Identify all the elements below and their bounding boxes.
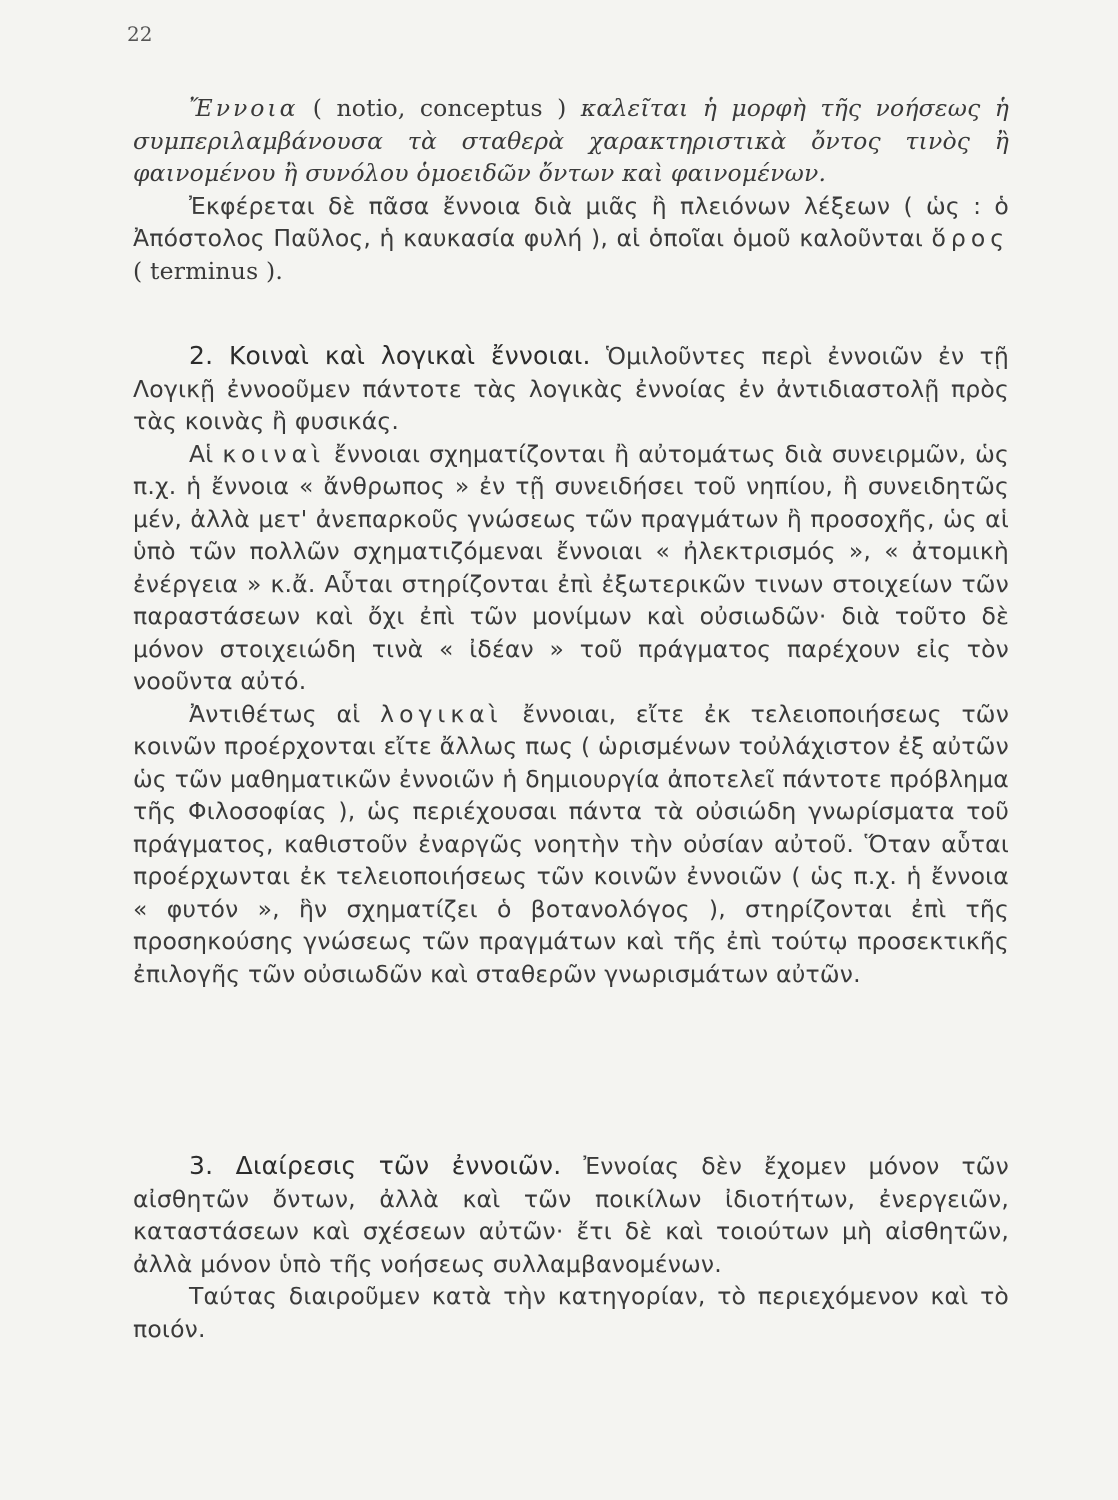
common-word: κοιναὶ	[222, 439, 326, 468]
logical-rest: ἔννοιαι, εἴτε ἐκ τελειοποιήσεως τῶν κοινῶν προέρχονται εἴτε ἄλλως πως ( ὡρισμένων τοὐλάχιστον ἐξ αὐτῶν ὡς τῶν μαθηματικῶν ἐννοιῶν ἡ δημιουργία ἀποτελεῖ πάντοτε πρόβλημα τῆς Φιλοσοφίας ), ὡς περιέχουσαι πάντα τὰ οὐσιώδη γνωρίσματα τοῦ πράγματος, καθιστοῦν ἐναργῶς νοητὴν τὴν οὐσίαν αὐτοῦ. Ὅταν αὗται προέρχωνται ἐκ τελειοποιήσεως τῶν κοινῶν ἐννοιῶν ( ὡς π.χ. ἡ ἔννοια « φυτόν », ἣν σχηματίζει ὁ βοτανολόγος ), στηρίζονται ἐπὶ τῆς προσηκούσης γνώσεως τῶν πραγμάτων καὶ τῆς ἐπὶ τούτῳ προσεκτικῆς ἐπιλογῆς τῶν οὐσιωδῶν καὶ σταθερῶν γνωρισμάτων αὐτῶν.	[133, 699, 1010, 988]
term-terminus: ( terminus ).	[133, 256, 284, 285]
section-3-intro-paragraph	[133, 1150, 1009, 1280]
definition-text: καλεῖται ἡ μορφὴ τῆς νοήσεως ἡ συμπεριλαμβάνουσα τὰ σταθερὰ χαρακτηριστικὰ ὄντος τινὸς ἢ φαινομένου ἢ συνόλου ὁμοειδῶν ὄντων καὶ φαινομένων.	[133, 94, 1009, 187]
section-3-intro: Ἐννοίας δὲν ἔχομεν μόνον τῶν αἰσθητῶν ὄντων, ἀλλὰ καὶ τῶν ποικίλων ἰδιοτήτων, ἐνεργειῶν, καταστάσεων καὶ σχέσεων αὐτῶν· ἔτι δὲ καὶ τοιούτων μὴ αἰσθητῶν, ἀλλὰ μόνον ὑπὸ τῆς νοήσεως συλλαμβανομένων.	[133, 1152, 1009, 1278]
section-2	[133, 340, 1009, 990]
section-3-paragraph: Ταύτας διαιροῦμεν κατὰ τὴν κατηγορίαν, τὸ περιεχόμενον καὶ τὸ ποιόν.	[133, 1282, 1009, 1343]
common-concepts-paragraph	[133, 438, 1009, 698]
logical-word: λογικαὶ	[380, 699, 503, 728]
common-start: Αἱ	[189, 439, 214, 468]
definition-block	[133, 92, 1009, 287]
definition-paragraph	[133, 92, 1009, 190]
section-2-intro-paragraph	[133, 340, 1009, 438]
term-horos: ὅρος	[931, 224, 1009, 252]
section-2-heading: 2. Κοιναὶ καὶ λογικαὶ ἔννοιαι.	[189, 341, 591, 370]
page-number: 22	[127, 22, 153, 46]
logical-start: Ἀντιθέτως αἱ	[189, 699, 361, 728]
section-2-intro: Ὁμιλοῦντες περὶ ἐννοιῶν ἐν τῇ Λογικῇ ἐννοοῦμεν πάντοτε τὰς λογικὰς ἐννοίας ἐν ἀντιδιαστολῇ πρὸς τὰς κοινὰς ἢ φυσικάς.	[133, 342, 1010, 435]
latin-terms: ( notio, conceptus )	[312, 94, 567, 122]
section-3	[133, 1150, 1009, 1345]
common-rest: ἔννοιαι σχηματίζονται ἢ αὐτομάτως διὰ συνειρμῶν, ὡς π.χ. ἡ ἔννοια « ἄνθρωπος » ἐν τῇ συνειδήσει τοῦ νηπίου, ἢ συνειδητῶς μέν, ἀλλὰ μετ' ἀνεπαρκοῦς γνώσεως τῶν πραγμάτων ἢ προσοχῆς, ὡς αἱ ὑπὸ τῶν πολλῶν σχηματιζόμεναι ἔννοιαι « ἠλεκτρισμός », « ἀτομικὴ ἐνέργεια » κ.ἄ. Αὗται στηρίζονται ἐπὶ ἐξωτερικῶν τινων στοιχείων τῶν παραστάσεων καὶ ὄχι ἐπὶ τῶν μονίμων καὶ οὐσιωδῶν· διὰ τοῦτο δὲ μόνον στοιχειώδη τινὰ « ἰδέαν » τοῦ πράγματος παρέχουν εἰς τὸν νοοῦντα αὐτό.	[133, 439, 1010, 695]
term-ennoia: Ἔννοια	[189, 94, 299, 122]
logical-concepts-paragraph	[133, 698, 1009, 991]
section-3-heading: 3. Διαίρεσις τῶν ἐννοιῶν.	[189, 1151, 562, 1180]
expression-paragraph	[133, 190, 1009, 288]
expression-text: Ἐκφέρεται δὲ πᾶσα ἔννοια διὰ μιᾶς ἢ πλειόνων λέξεων ( ὡς : ὁ Ἀπόστολος Παῦλος, ἡ καυκασία φυλή ), αἱ ὁποῖαι ὁμοῦ καλοῦνται	[133, 191, 1009, 252]
